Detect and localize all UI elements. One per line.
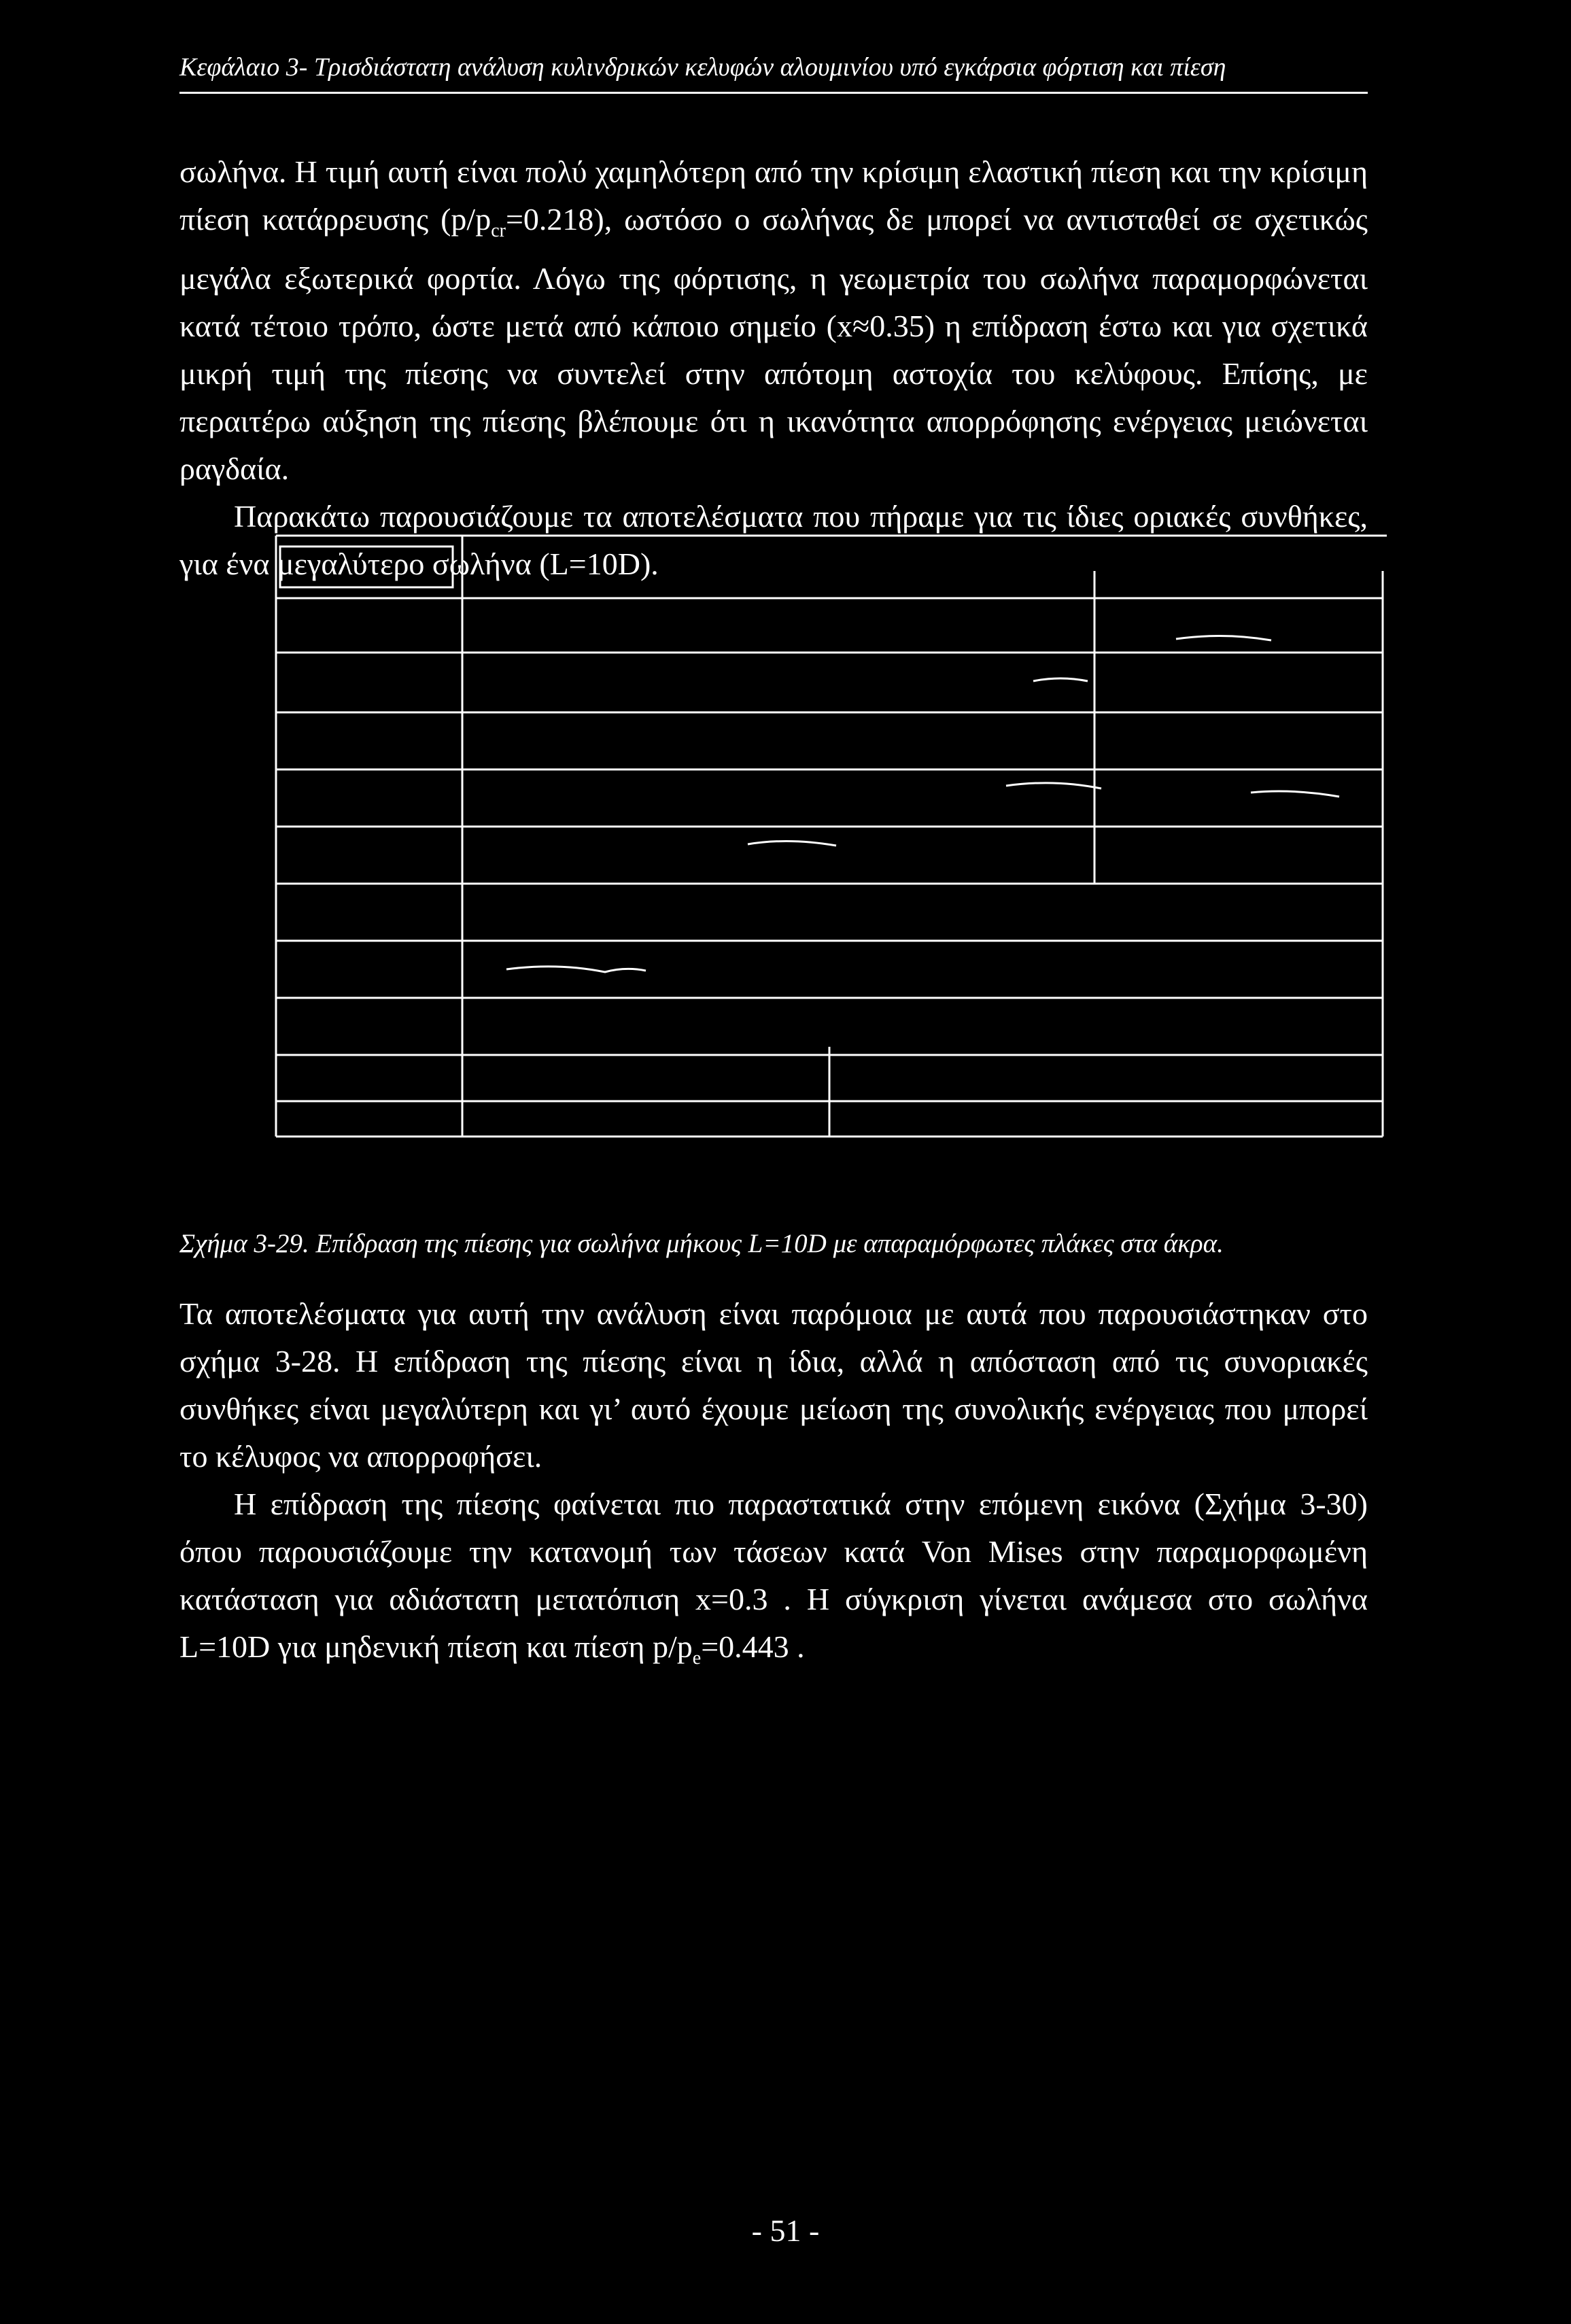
legend-box bbox=[280, 547, 453, 587]
body-text-top bbox=[179, 148, 1368, 588]
figure-graphic bbox=[272, 530, 1387, 1142]
figure-caption: Σχήμα 3-29. Επίδραση της πίεσης για σωλήνα μήκους L=10D με απαραμόρφωτες πλάκες στα άκρα. bbox=[179, 1229, 1224, 1258]
header-rule bbox=[179, 92, 1368, 94]
figure-3-29 bbox=[272, 530, 1387, 1142]
paragraph-results-similar: Τα αποτελέσματα για αυτή την ανάλυση είναι παρόμοια με αυτά που παρουσιάστηκαν στο σχήμα 3-28. Η επίδραση της πίεσης είναι η ίδια, αλλά η απόσταση από τις συνοριακές συνθήκες είναι μεγαλύτερη και γι’ αυτό έχουμε μείωση της συνολικής ενέργειας που μπορεί το κέλυφος να απορροφήσει. bbox=[179, 1296, 1368, 1474]
body-text-bottom bbox=[179, 1290, 1368, 1682]
curve-mark-4 bbox=[1251, 791, 1339, 797]
paragraph-continuation: σωλήνα. Η τιμή αυτή είναι πολύ χαμηλότερη από την κρίσιμη ελαστική πίεση και την κρίσιμη πίεση κατάρρευσης $(p/p_{cr}=0.218)$, ωστόσο ο σωλήνας δε μπορεί να αντισταθεί σε σχετικώς μεγάλα εξωτερικά φορτία. Λόγω της φόρτισης, η γεωμετρία του σωλήνα παραμορφώνεται κατά τέτοιο τρόπο, ώστε μετά από κάποιο σημείο (x≈0.35) η επίδραση έστω και για σχετικά μικρή τιμή της πίεσης να συντελεί στην απότομη αστοχία του κελύφους. Επίσης, με περαιτέρω αύξηση της πίεσης βλέπουμε ότι η ικανότητα απορρόφησης ενέργειας μειώνεται ραγδαία. bbox=[179, 154, 1368, 487]
curve-mark-1 bbox=[1176, 636, 1271, 640]
paragraph-von-mises: Η επίδραση της πίεσης φαίνεται πιο παραστατικά στην επόμενη εικόνα (Σχήμα 3-30) όπου παρουσιάζουμε την κατανομή των τάσεων κατά Von Mises στην παραμορφωμένη κατάσταση για αδιάστατη μετατόπιση x=0.3 . Η σύγκριση γίνεται ανάμεσα στο σωλήνα L=10D για μηδενική πίεση και πίεση $p/p_e=0.443$ . bbox=[179, 1487, 1368, 1669]
running-header: Κεφάλαιο 3- Τρισδιάστατη ανάλυση κυλινδρικών κελυφών αλουμινίου υπό εγκάρσια φόρτιση και πίεση bbox=[179, 53, 1226, 82]
curve-mark-6 bbox=[506, 967, 646, 972]
curve-mark-3 bbox=[1006, 783, 1101, 788]
page-number: - 51 - bbox=[751, 2213, 820, 2248]
curve-mark-2 bbox=[1033, 678, 1088, 681]
paragraph-intro-results: Παρακάτω παρουσιάζουμε τα αποτελέσματα που πήραμε για τις ίδιες οριακές συνθήκες, για ένα μεγαλύτερο σωλήνα (L=10D). bbox=[179, 499, 1368, 582]
curve-mark-5 bbox=[748, 841, 836, 846]
